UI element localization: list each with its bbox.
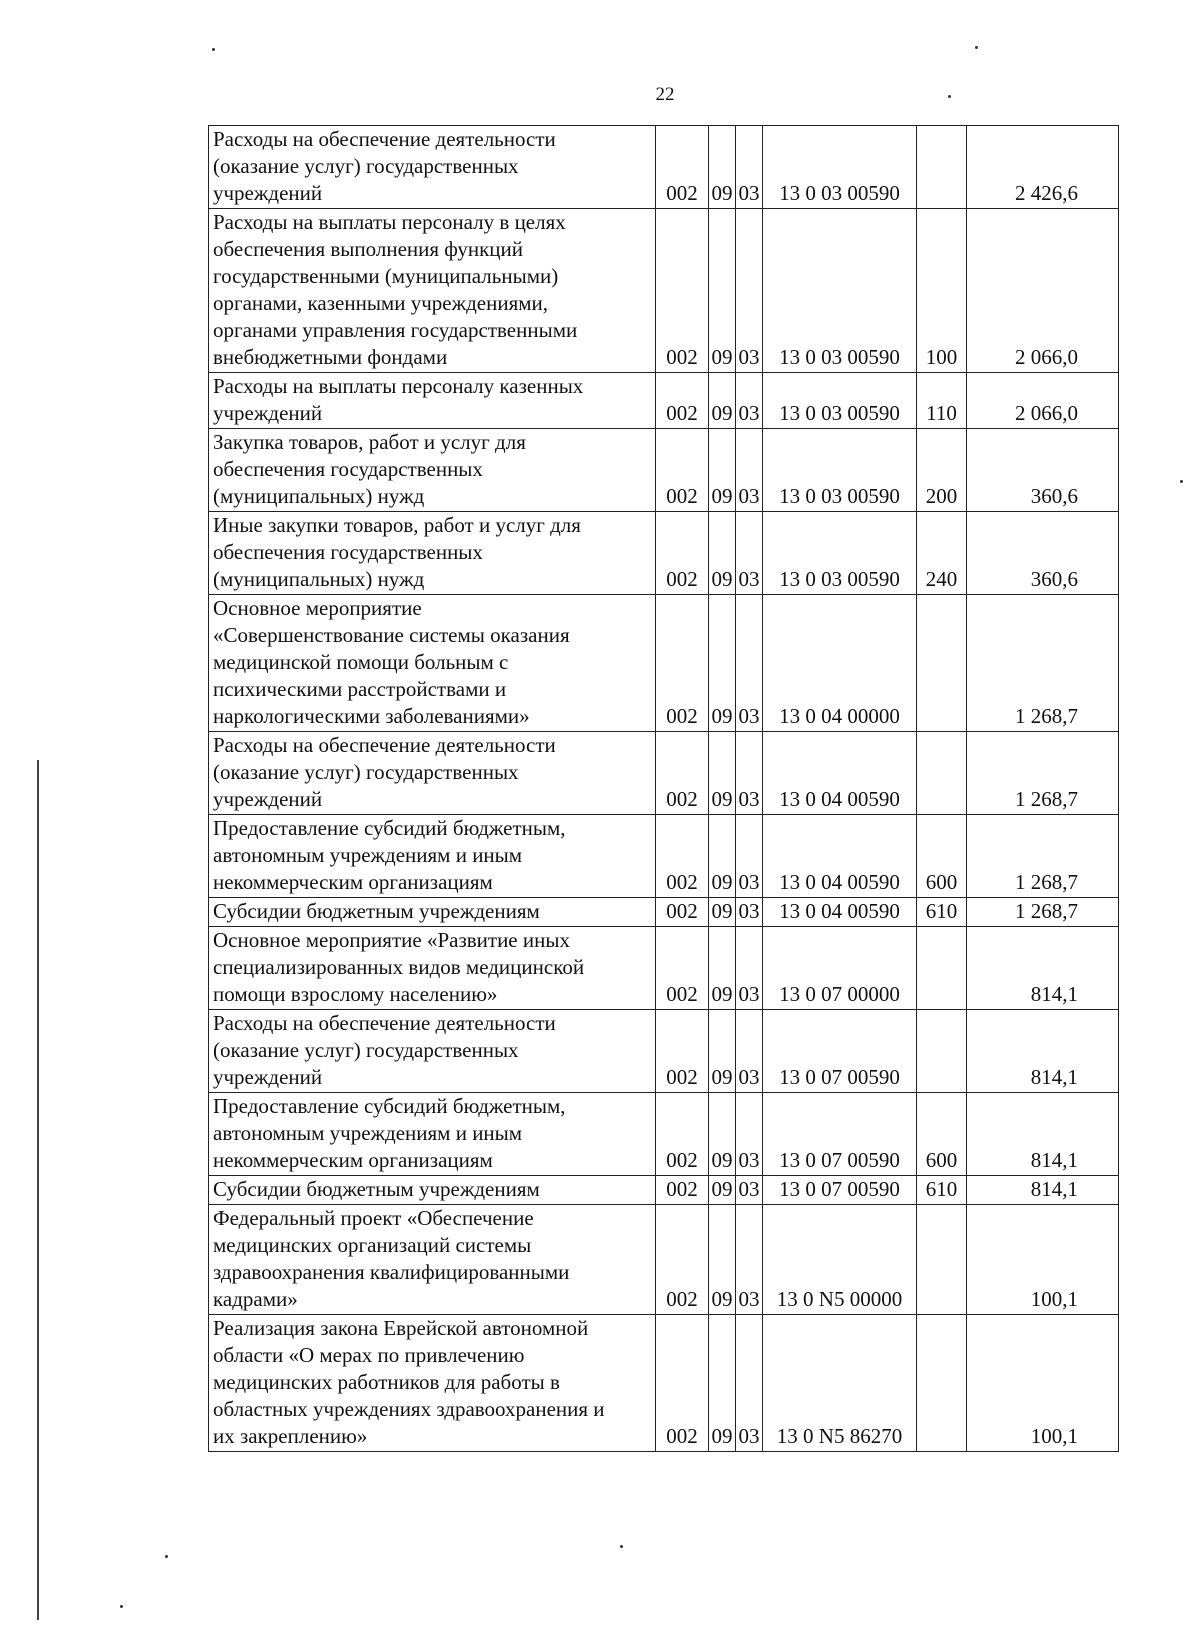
expense-type-cell: 600 (917, 1093, 967, 1176)
item-name-cell: Расходы на выплаты персоналу казенных учреждений (209, 373, 656, 429)
subsection-code-cell: 03 (736, 373, 763, 429)
section-code-cell: 09 (709, 429, 736, 512)
section-code-cell: 09 (709, 512, 736, 595)
admin-code-cell: 002 (656, 429, 709, 512)
target-article-cell: 13 0 07 00590 (763, 1010, 917, 1093)
table-row (209, 1176, 1119, 1205)
subsection-code-cell: 03 (736, 815, 763, 898)
scan-speck (948, 95, 951, 98)
table-row (209, 1205, 1119, 1315)
expense-type-cell (917, 732, 967, 815)
target-article-cell: 13 0 03 00590 (763, 429, 917, 512)
expense-type-cell (917, 1010, 967, 1093)
item-name-cell: Закупка товаров, работ и услуг для обеспечения государственных (муниципальных) нужд (209, 429, 656, 512)
admin-code-cell: 002 (656, 595, 709, 732)
target-article-cell: 13 0 N5 00000 (763, 1205, 917, 1315)
admin-code-cell: 002 (656, 126, 709, 209)
item-name-cell: Иные закупки товаров, работ и услуг для обеспечения государственных (муниципальных) нужд (209, 512, 656, 595)
admin-code-cell: 002 (656, 1010, 709, 1093)
item-name-cell: Расходы на обеспечение деятельности (оказание услуг) государственных учреждений (209, 126, 656, 209)
expense-type-cell: 110 (917, 373, 967, 429)
amount-cell: 2 066,0 (967, 209, 1119, 373)
expense-type-cell: 240 (917, 512, 967, 595)
amount-cell: 100,1 (967, 1315, 1119, 1452)
target-article-cell: 13 0 07 00590 (763, 1176, 917, 1205)
target-article-cell: 13 0 07 00000 (763, 927, 917, 1010)
scan-speck (620, 1545, 623, 1548)
admin-code-cell: 002 (656, 732, 709, 815)
section-code-cell: 09 (709, 1176, 736, 1205)
subsection-code-cell: 03 (736, 898, 763, 927)
item-name-cell: Федеральный проект «Обеспечение медицинских организаций системы здравоохранения квалифицированными кадрами» (209, 1205, 656, 1315)
admin-code-cell: 002 (656, 512, 709, 595)
scan-speck (120, 1605, 123, 1608)
item-name-cell: Предоставление субсидий бюджетным, автономным учреждениям и иным некоммерческим организациям (209, 1093, 656, 1176)
subsection-code-cell: 03 (736, 1010, 763, 1093)
subsection-code-cell: 03 (736, 732, 763, 815)
target-article-cell: 13 0 07 00590 (763, 1093, 917, 1176)
table-row (209, 373, 1119, 429)
table-row (209, 732, 1119, 815)
admin-code-cell: 002 (656, 898, 709, 927)
admin-code-cell: 002 (656, 927, 709, 1010)
table-row (209, 512, 1119, 595)
subsection-code-cell: 03 (736, 595, 763, 732)
amount-cell: 1 268,7 (967, 732, 1119, 815)
amount-cell: 100,1 (967, 1205, 1119, 1315)
admin-code-cell: 002 (656, 209, 709, 373)
table-row (209, 1010, 1119, 1093)
expense-type-cell (917, 595, 967, 732)
subsection-code-cell: 03 (736, 927, 763, 1010)
item-name-cell: Расходы на выплаты персоналу в целях обеспечения выполнения функций государственными (муниципальными) органами, казенными учреждениями, органами управления государственными внебюджетными фондами (209, 209, 656, 373)
expense-type-cell: 200 (917, 429, 967, 512)
expense-type-cell: 610 (917, 898, 967, 927)
target-article-cell: 13 0 03 00590 (763, 373, 917, 429)
amount-cell: 2 066,0 (967, 373, 1119, 429)
subsection-code-cell: 03 (736, 1205, 763, 1315)
amount-cell: 1 268,7 (967, 815, 1119, 898)
item-name-cell: Реализация закона Еврейской автономной области «О мерах по привлечению медицинских работников для работы в областных учреждениях здравоохранения и их закреплению» (209, 1315, 656, 1452)
table-row (209, 429, 1119, 512)
amount-cell: 814,1 (967, 927, 1119, 1010)
admin-code-cell: 002 (656, 1205, 709, 1315)
item-name-cell: Основное мероприятие «Развитие иных специализированных видов медицинской помощи взрослому населению» (209, 927, 656, 1010)
expense-type-cell (917, 927, 967, 1010)
scan-speck (1180, 480, 1183, 483)
item-name-cell: Расходы на обеспечение деятельности (оказание услуг) государственных учреждений (209, 732, 656, 815)
subsection-code-cell: 03 (736, 512, 763, 595)
target-article-cell: 13 0 03 00590 (763, 512, 917, 595)
amount-cell: 814,1 (967, 1176, 1119, 1205)
table-row (209, 209, 1119, 373)
amount-cell: 814,1 (967, 1093, 1119, 1176)
section-code-cell: 09 (709, 927, 736, 1010)
amount-cell: 360,6 (967, 512, 1119, 595)
item-name-cell: Предоставление субсидий бюджетным, автономным учреждениям и иным некоммерческим организациям (209, 815, 656, 898)
subsection-code-cell: 03 (736, 429, 763, 512)
subsection-code-cell: 03 (736, 126, 763, 209)
section-code-cell: 09 (709, 1205, 736, 1315)
section-code-cell: 09 (709, 898, 736, 927)
item-name-cell: Субсидии бюджетным учреждениям (209, 898, 656, 927)
section-code-cell: 09 (709, 209, 736, 373)
subsection-code-cell: 03 (736, 209, 763, 373)
target-article-cell: 13 0 04 00590 (763, 815, 917, 898)
table-row (209, 126, 1119, 209)
admin-code-cell: 002 (656, 1176, 709, 1205)
scan-speck (975, 46, 978, 49)
amount-cell: 360,6 (967, 429, 1119, 512)
section-code-cell: 09 (709, 595, 736, 732)
table-row (209, 1093, 1119, 1176)
table-row (209, 927, 1119, 1010)
section-code-cell: 09 (709, 1093, 736, 1176)
admin-code-cell: 002 (656, 1093, 709, 1176)
expense-type-cell (917, 1315, 967, 1452)
target-article-cell: 13 0 04 00590 (763, 898, 917, 927)
expense-type-cell: 610 (917, 1176, 967, 1205)
expense-type-cell: 600 (917, 815, 967, 898)
admin-code-cell: 002 (656, 815, 709, 898)
section-code-cell: 09 (709, 815, 736, 898)
admin-code-cell: 002 (656, 373, 709, 429)
expense-type-cell (917, 1205, 967, 1315)
amount-cell: 2 426,6 (967, 126, 1119, 209)
item-name-cell: Основное мероприятие «Совершенствование системы оказания медицинской помощи больным с психическими расстройствами и наркологическими заболеваниями» (209, 595, 656, 732)
subsection-code-cell: 03 (736, 1315, 763, 1452)
budget-table (208, 125, 1119, 1452)
amount-cell: 1 268,7 (967, 595, 1119, 732)
table-row (209, 898, 1119, 927)
amount-cell: 814,1 (967, 1010, 1119, 1093)
admin-code-cell: 002 (656, 1315, 709, 1452)
subsection-code-cell: 03 (736, 1093, 763, 1176)
page-number: 22 (655, 84, 675, 105)
subsection-code-cell: 03 (736, 1176, 763, 1205)
item-name-cell: Расходы на обеспечение деятельности (оказание услуг) государственных учреждений (209, 1010, 656, 1093)
section-code-cell: 09 (709, 732, 736, 815)
target-article-cell: 13 0 04 00590 (763, 732, 917, 815)
scan-speck (165, 1555, 168, 1558)
table-row (209, 595, 1119, 732)
expense-type-cell: 100 (917, 209, 967, 373)
target-article-cell: 13 0 04 00000 (763, 595, 917, 732)
section-code-cell: 09 (709, 373, 736, 429)
scan-edge-line (37, 760, 39, 1620)
scan-speck (212, 48, 215, 51)
section-code-cell: 09 (709, 126, 736, 209)
target-article-cell: 13 0 03 00590 (763, 209, 917, 373)
target-article-cell: 13 0 N5 86270 (763, 1315, 917, 1452)
section-code-cell: 09 (709, 1010, 736, 1093)
expense-type-cell (917, 126, 967, 209)
target-article-cell: 13 0 03 00590 (763, 126, 917, 209)
item-name-cell: Субсидии бюджетным учреждениям (209, 1176, 656, 1205)
amount-cell: 1 268,7 (967, 898, 1119, 927)
table-row (209, 815, 1119, 898)
table-row (209, 1315, 1119, 1452)
section-code-cell: 09 (709, 1315, 736, 1452)
